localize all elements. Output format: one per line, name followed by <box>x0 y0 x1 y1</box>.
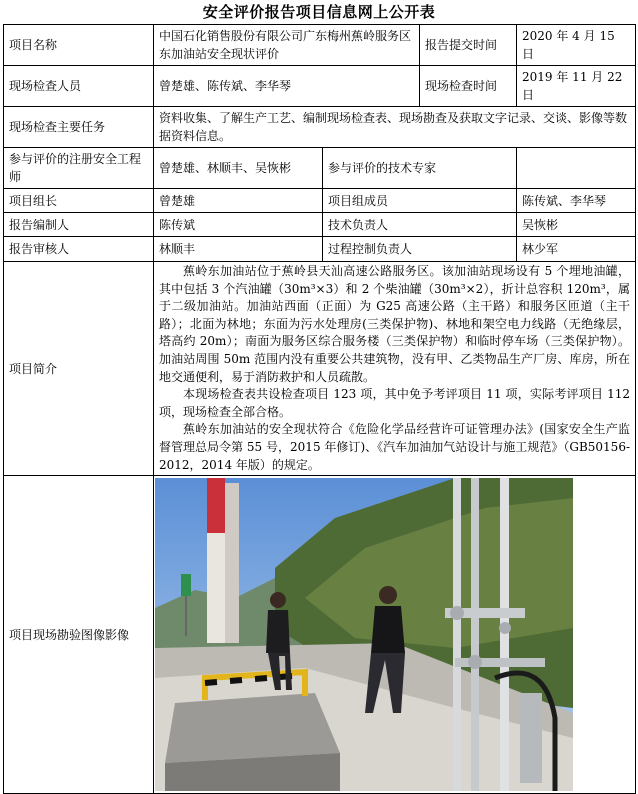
photo-label: 项目现场勘验图像影像 <box>4 476 154 794</box>
members-label: 项目组成员 <box>323 189 517 213</box>
page-title: 安全评价报告项目信息网上公开表 <box>202 3 436 21</box>
info-table <box>3 24 636 794</box>
author-value: 陈传斌 <box>154 213 323 237</box>
project-name-value: 中国石化销售股份有限公司广东梅州蕉岭服务区东加油站安全现状评价 <box>154 25 420 66</box>
experts-value <box>517 148 636 189</box>
experts-label: 参与评价的技术专家 <box>323 148 517 189</box>
tech-lead-value: 吴恢彬 <box>517 213 636 237</box>
inspectors-value: 曾楚雄、陈传斌、李华琴 <box>154 66 420 107</box>
engineers-value: 曾楚雄、林顺丰、吴恢彬 <box>154 148 323 189</box>
summary-paragraph: 本现场检查表共设检查项目 123 项，其中免予考评项目 11 项，实际考评项目 112 项，现场检查全部合格。 <box>159 387 631 419</box>
engineers-label: 参与评价的注册安全工程师 <box>4 148 154 189</box>
summary-content <box>154 262 636 476</box>
submit-time-value: 2020 年 4 月 15 日 <box>517 25 636 66</box>
reviewer-label: 报告审核人 <box>4 237 154 262</box>
summary-paragraph: 蕉岭东加油站的安全现状符合《危险化学品经营许可证管理办法》(国家安全生产监督管理总局令第 55 号，2015 年修订)、《汽车加油加气站设计与施工规范》（GB50156-2012，2014 年版）的规定。 <box>159 422 631 472</box>
submit-time-label: 报告提交时间 <box>420 25 517 66</box>
site-photo <box>155 478 573 791</box>
leader-value: 曾楚雄 <box>154 189 323 213</box>
row-author <box>4 213 636 237</box>
project-name-label: 项目名称 <box>4 25 154 66</box>
row-photo <box>4 476 636 794</box>
row-tasks <box>4 107 636 148</box>
row-summary <box>4 262 636 476</box>
reviewer-value: 林顺丰 <box>154 237 323 262</box>
members-value: 陈传斌、李华琴 <box>517 189 636 213</box>
row-leader <box>4 189 636 213</box>
tasks-label: 现场检查主要任务 <box>4 107 154 148</box>
author-label: 报告编制人 <box>4 213 154 237</box>
summary-paragraph: 蕉岭东加油站位于蕉岭县天汕高速公路服务区。该加油站现场设有 5 个埋地油罐，其中包括 3 个汽油罐（30m³×3）和 2 个柴油罐（30m³×2），折计总容积 120m³，属于二级加油站。加油站西面（正面）为 G25 高速公路（主干路）和服务区匝道（主干路）；北面为林地；东面为污水处理房(三类保护物)、林地和架空电力线路（无绝缘层，塔高约 20m）；南面为服务区综合服务楼（三类保护物）和临时停车场（三类保护物）。加油站周围 50m 范围内没有重要公共建筑物，没有甲、乙类物品生产厂房、库房，所在地交通便利，易于消防救护和人员疏散。 <box>159 264 631 384</box>
row-engineers <box>4 148 636 189</box>
process-lead-value: 林少军 <box>517 237 636 262</box>
tasks-value: 资料收集、了解生产工艺、编制现场检查表、现场勘查及获取文字记录、交谈、影像等数据资料信息。 <box>154 107 636 148</box>
summary-label: 项目简介 <box>4 262 154 476</box>
row-project-name <box>4 25 636 66</box>
inspectors-label: 现场检查人员 <box>4 66 154 107</box>
row-inspectors <box>4 66 636 107</box>
inspect-time-value: 2019 年 11 月 22 日 <box>517 66 636 107</box>
tech-lead-label: 技术负责人 <box>323 213 517 237</box>
leader-label: 项目组长 <box>4 189 154 213</box>
row-reviewer <box>4 237 636 262</box>
photo-cell <box>154 476 636 794</box>
inspect-time-label: 现场检查时间 <box>420 66 517 107</box>
process-lead-label: 过程控制负责人 <box>323 237 517 262</box>
